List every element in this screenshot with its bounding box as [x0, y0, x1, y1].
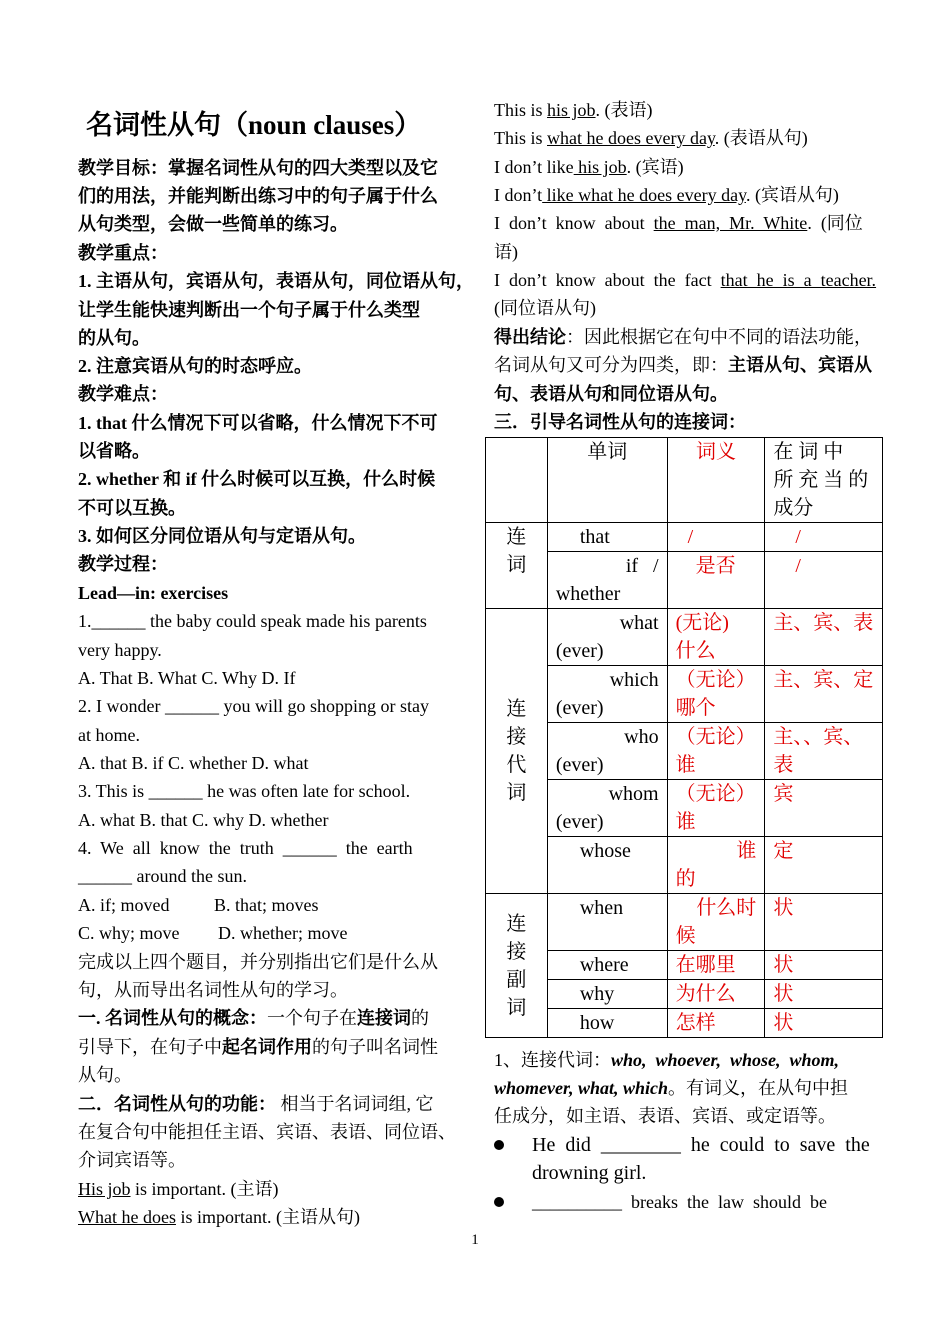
conclusion-line-1: 得出结论：因此根据它在句中不同的语法功能，: [494, 327, 872, 347]
exercise-option: C. why; move: [78, 923, 180, 943]
group-conjunction: 连 词: [486, 523, 548, 609]
table-row: 连 接 代 词 what (ever) (无论) 什么 主、宾、表: [486, 609, 883, 666]
exercise-line: 2. I wonder ______ you will go shopping or stay: [78, 696, 429, 716]
example-appositive-clause: I don’t know about the fact that he is a teacher.: [494, 270, 877, 290]
exercise-line: 4. We all know the truth ______ the earth: [78, 838, 413, 858]
bullet-item: __________ breaks the law should be: [494, 1188, 874, 1216]
after-line-2: 句，从而导出名词性从句的学习。: [78, 980, 348, 1000]
note-1-line-1: 1、连接代词：who, whoever, whose, whom,: [494, 1050, 840, 1070]
goal-line-2: 们的用法，并能判断出练习中的句子属于什么: [78, 186, 438, 206]
header-meaning: 词义: [667, 438, 765, 523]
table-header-row: [486, 438, 883, 523]
key-line-3: 的从句。: [78, 328, 150, 348]
difficulty-line-1: 1. that 什么情况下可以省略，什么情况下不可: [78, 413, 438, 433]
exercise-line: ______ around the sun.: [78, 866, 247, 886]
header-word: 单词: [547, 438, 667, 523]
difficulty-line-2: 以省略。: [78, 441, 150, 461]
example-subject-clause: What he does is important. (主语从句): [78, 1207, 360, 1227]
key-line-4: 2. 注意宾语从句的时态呼应。: [78, 356, 312, 376]
difficulty-heading: 教学难点：: [78, 384, 168, 404]
table-row: which (ever) （无论） 哪个 主、宾、定: [486, 666, 883, 723]
bullet-icon: [494, 1140, 504, 1150]
exercise-line: A. what B. that C. why D. whether: [78, 810, 329, 830]
example-appositive-clause-end: (同位语从句): [494, 298, 596, 318]
table-row: how 怎样 状: [486, 1009, 883, 1038]
bullet-icon: [494, 1197, 504, 1207]
key-heading: 教学重点：: [78, 243, 168, 263]
page-number: 1: [471, 1232, 479, 1248]
concept-line-1: 一. 名词性从句的概念：一个句子在连接词的: [78, 1008, 429, 1028]
difficulty-line-5: 3. 如何区分同位语从句与定语从句。: [78, 526, 366, 546]
example-appositive-end: 语): [494, 242, 518, 262]
function-line-1: 二．名词性从句的功能： 相当于名词词组, 它: [78, 1094, 434, 1114]
exercise-line: A. That B. What C. Why D. If: [78, 668, 296, 688]
table-row: if / whether 是否 /: [486, 552, 883, 609]
exercise-option: A. if; moved: [78, 895, 170, 915]
after-line-1: 完成以上四个题目，并分别指出它们是什么从: [78, 952, 438, 972]
example-predicative-clause: This is what he does every day. (表语从句): [494, 128, 808, 148]
key-line-2: 让学生能快速判断出一个句子属于什么类型: [78, 300, 420, 320]
conclusion-line-3: 句、表语从句和同位语从句。: [494, 384, 728, 404]
function-line-2: 在复合句中能担任主语、宾语、表语、同位语、: [78, 1122, 456, 1142]
difficulty-line-3: 2. whether 和 if 什么时候可以互换，什么时候: [78, 469, 436, 489]
exercise-line: 3. This is ______ he was often late for school.: [78, 781, 411, 801]
table-row: 连 接 副 词 when 什么时 候 状: [486, 894, 883, 951]
example-predicative: This is his job. (表语): [494, 100, 653, 120]
exercise-line: very happy.: [78, 640, 162, 660]
connectives-table: [485, 437, 883, 1038]
concept-line-3: 从句。: [78, 1065, 132, 1085]
note-1-line-2: whomever, what, which。有词义，在从句中担: [494, 1078, 849, 1098]
exercise-line: 1.______ the baby could speak made his parents: [78, 611, 427, 631]
conclusion-line-2: 名词从句又可分为四类，即：主语从句、宾语从: [494, 355, 872, 375]
goal-line-3: 从句类型，会做一些简单的练习。: [78, 214, 348, 234]
concept-line-2: 引导下，在句子中起名词作用的句子叫名词性: [78, 1037, 438, 1057]
example-subject: His job is important. (主语): [78, 1179, 279, 1199]
section3-heading: 三．引导名词性从句的连接词：: [494, 412, 746, 432]
table-row: whose 谁 的 定: [486, 837, 883, 894]
group-pronoun: 连 接 代 词: [486, 609, 548, 894]
key-line-1: 1. 主语从句，宾语从句，表语从句，同位语从句，: [78, 271, 474, 291]
page-title: 名词性从句（noun clauses）: [86, 110, 422, 140]
exercise-option: B. that; moves: [214, 895, 319, 915]
table-row: who (ever) （无论） 谁 主、、宾、 表: [486, 723, 883, 780]
exercise-option: D. whether; move: [218, 923, 348, 943]
function-line-3: 介词宾语等。: [78, 1150, 186, 1170]
difficulty-line-4: 不可以互换。: [78, 498, 186, 518]
example-object-clause: I don’t like what he does every day. (宾语从句): [494, 185, 839, 205]
group-adverb: 连 接 副 词: [486, 894, 548, 1038]
bullet-item: He did ________ he could to save the drowning girl.: [494, 1131, 874, 1187]
concept-heading: 一. 名词性从句的概念：: [78, 1008, 267, 1028]
exercise-line: A. that B. if C. whether D. what: [78, 753, 309, 773]
leadin-heading: Lead—in: exercises: [78, 583, 229, 603]
header-role: 在 词 中 所 充 当 的 成分: [765, 438, 883, 523]
process-heading: 教学过程：: [78, 554, 168, 574]
example-object: I don’t like his job. (宾语): [494, 157, 684, 177]
table-row: why 为什么 状: [486, 980, 883, 1009]
exercise-line: at home.: [78, 725, 140, 745]
goal-line-1: 教学目标：掌握名词性从句的四大类型以及它: [78, 158, 438, 178]
table-row: whom (ever) （无论） 谁 宾: [486, 780, 883, 837]
note-1-line-3: 任成分，如主语、表语、宾语、或定语等。: [494, 1106, 836, 1126]
function-heading: 二．名词性从句的功能：: [78, 1094, 276, 1114]
example-appositive: I don’t know about the man, Mr. White. (同位: [494, 213, 863, 233]
table-row: 连 词 that / /: [486, 523, 883, 552]
table-row: where 在哪里 状: [486, 951, 883, 980]
